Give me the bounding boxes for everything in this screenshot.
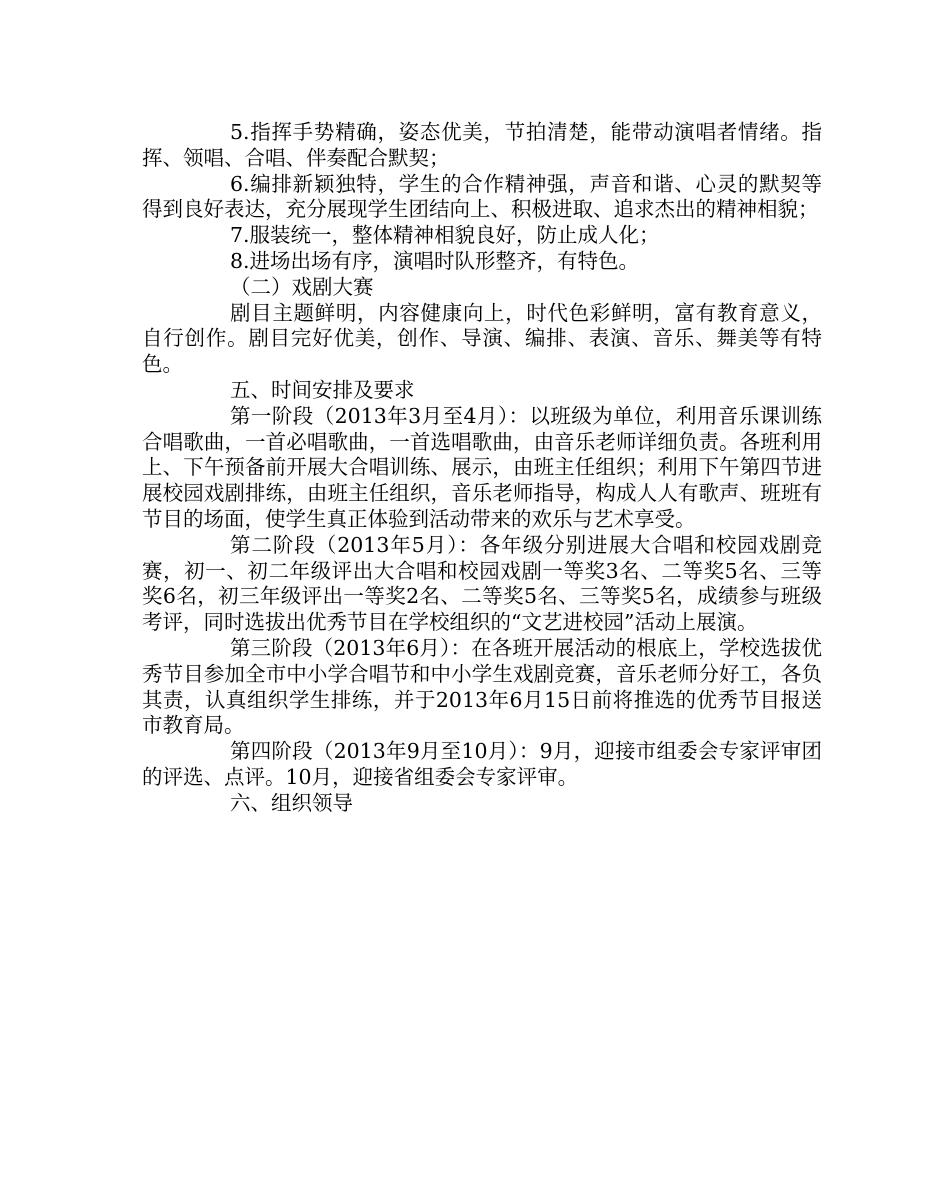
paragraph-criterion-6: 6.编排新颖独特，学生的合作精神强，声音和谐、心灵的默契等得到良好表达，充分展现学生团结向上、积极进取、追求杰出的精神相貌； xyxy=(142,171,822,222)
paragraph-criterion-5: 5.指挥手势精确，姿态优美，节拍清楚，能带动演唱者情绪。指挥、领唱、合唱、伴奏配合默契； xyxy=(142,120,822,170)
paragraph-drama-requirements: 剧目主题鲜明，内容健康向上，时代色彩鲜明，富有教育意义，自行创作。剧目完好优美，创作、导演、编排、表演、音乐、舞美等有特色。 xyxy=(142,300,822,377)
section-heading-drama-contest: （二）戏剧大赛 xyxy=(230,274,374,299)
document-body xyxy=(142,120,822,817)
paragraph-criterion-8: 8.进场出场有序，演唱时队形整齐，有特色。 xyxy=(230,248,640,273)
paragraph-stage-2: 第二阶段（2013年5月）：各年级分别进展大合唱和校园戏剧竞赛，初一、初二年级评出大合唱和校园戏剧一等奖3名、二等奖5名、三等奖6名，初三年级评出一等奖2名、二等奖5名、三等奖5名，成绩参与班级考评，同时选拔出优秀节目在学校组织的“文艺进校园”活动上展演。 xyxy=(142,532,822,635)
paragraph-criterion-7: 7.服装统一，整体精神相貌良好，防止成人化； xyxy=(230,223,660,248)
section-heading-schedule: 五、时间安排及要求 xyxy=(230,377,415,402)
paragraph-stage-4: 第四阶段（2013年9月至10月）：9月，迎接市组委会专家评审团的评选、点评。10月，迎接省组委会专家评审。 xyxy=(142,739,822,789)
section-heading-organization: 六、组织领导 xyxy=(230,790,353,815)
paragraph-stage-3: 第三阶段（2013年6月）：在各班开展活动的根底上，学校选拔优秀节目参加全市中小学合唱节和中小学生戏剧竞赛，音乐老师分好工，各负其责，认真组织学生排练，并于2013年6月15日前将推选的优秀节目报送市教育局。 xyxy=(142,635,822,738)
paragraph-stage-1: 第一阶段（2013年3月至4月）：以班级为单位，利用音乐课训练合唱歌曲，一首必唱歌曲，一首选唱歌曲，由音乐老师详细负责。各班利用上、下午预备前开展大合唱训练、展示，由班主任组织；利用下午第四节进展校园戏剧排练，由班主任组织，音乐老师指导，构成人人有歌声、班班有节目的场面，使学生真正体验到活动带来的欢乐与艺术享受。 xyxy=(142,403,822,531)
